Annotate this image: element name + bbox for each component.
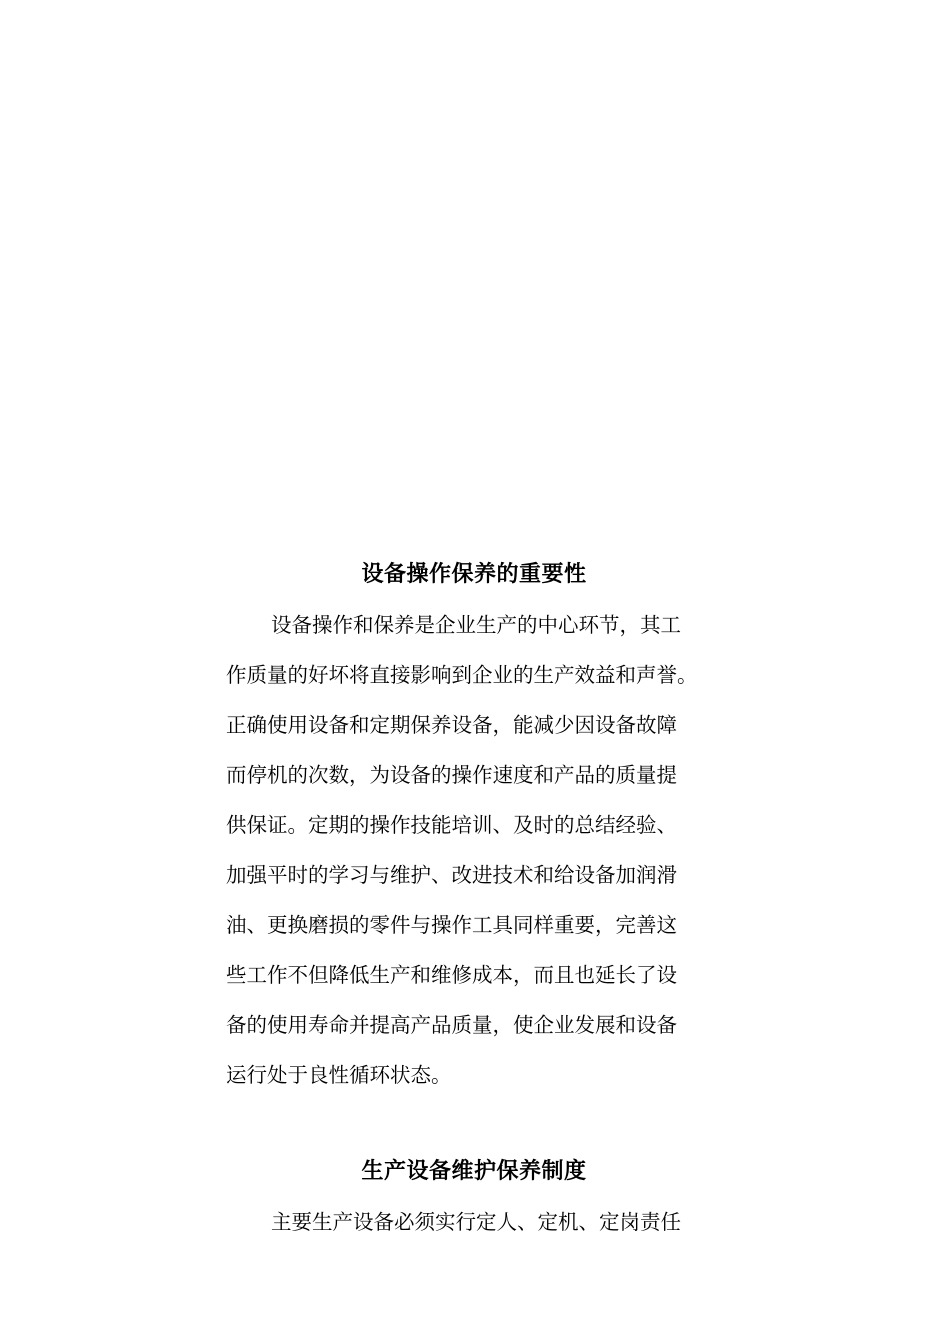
paragraph-line: 设备操作和保养是企业生产的中心环节，其工	[271, 613, 681, 637]
paragraph-line: 运行处于良性循环状态。	[226, 1063, 452, 1087]
section-title-maintenance-system: 生产设备维护保养制度	[361, 1159, 587, 1184]
paragraph-line: 备的使用寿命并提高产品质量，使企业发展和设备	[226, 1013, 677, 1037]
section-title-equipment-maintenance-importance: 设备操作保养的重要性	[361, 562, 587, 587]
paragraph-line: 作质量的好坏将直接影响到企业的生产效益和声誉。	[226, 663, 698, 687]
paragraph-line: 正确使用设备和定期保养设备，能减少因设备故障	[226, 713, 677, 737]
paragraph-line: 供保证。定期的操作技能培训、及时的总结经验、	[226, 813, 677, 837]
section-body-equipment-maintenance-importance	[226, 600, 736, 1100]
section-body-maintenance-system	[226, 1197, 736, 1247]
paragraph-line: 油、更换磨损的零件与操作工具同样重要，完善这	[226, 913, 677, 937]
paragraph-line: 些工作不但降低生产和维修成本，而且也延长了设	[226, 963, 677, 987]
paragraph-line: 主要生产设备必须实行定人、定机、定岗责任	[271, 1210, 681, 1234]
paragraph-line: 而停机的次数，为设备的操作速度和产品的质量提	[226, 763, 677, 787]
paragraph-line: 加强平时的学习与维护、改进技术和给设备加润滑	[226, 863, 677, 887]
